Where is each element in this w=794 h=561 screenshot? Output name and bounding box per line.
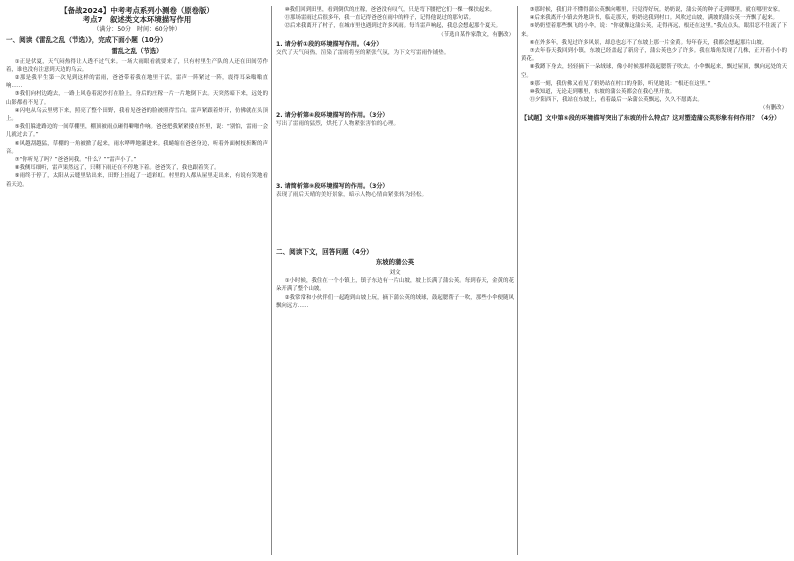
passage1-dialog: ⑧我侧耳细听，雷声果然远了，只剩下雨还在不停地下着。爸爸笑了，我也跟着笑了。 bbox=[14, 165, 220, 172]
passage2-paragraph: ⑩我知道，无论走到哪里，东坡的蒲公英都会在我心里开放。 bbox=[529, 89, 676, 96]
column-divider bbox=[271, 6, 272, 555]
passage2-paragraph: ⑦去年春天我回到小镇，东坡已经盖起了新房子，蒲公英也少了许多。我在墙角发现了几株，正开着小小的黄花。 bbox=[521, 48, 787, 63]
passage2-paragraph: ⑪夕阳西下，我站在东坡上，看着最后一朵蒲公英飘远，久久不愿离去。 bbox=[529, 97, 703, 104]
question-1: 1. 请分析①段的环境描写作用。（4分） bbox=[276, 40, 383, 48]
passage2-title: 东坡的蒲公英 bbox=[375, 258, 415, 267]
column-divider bbox=[517, 6, 518, 555]
section2-heading: 二、阅读下文，回答问题（4分） bbox=[276, 247, 373, 256]
answer-space[interactable] bbox=[276, 200, 514, 246]
passage2-paragraph: ⑥在外多年，我见过许多风景，却总也忘不了东坡上那一片金黄。每年春天，我都会想起那片山坡。 bbox=[529, 39, 768, 46]
section1-heading: 一、阅读《雷乱之乱（节选）》，完成下面小题（10分） bbox=[6, 36, 167, 45]
column-middle bbox=[276, 6, 514, 555]
source-note: （节选自某作家散文，有删改） bbox=[438, 31, 514, 38]
passage2-paragraph: ①小时候，我住在一个小镇上，镇子东边有一片山坡，坡上长满了蒲公英。每到春天，金黄的花朵开满了整个山坡。 bbox=[276, 278, 514, 293]
passage1-paragraph: ⑪那场雷雨过后很多年，我一直记得爸爸在雨中的样子，记得他说过的那句话。 bbox=[284, 15, 474, 22]
answer-space[interactable] bbox=[276, 129, 514, 181]
passage1-paragraph: ①正是伏夏，天气闷热得让人透不过气来。一场大雨眼看就要来了，只有村里生产队的人还在田间劳作着，谁也没有注意到天边的乌云。 bbox=[6, 58, 268, 73]
header-meta: （满分：50分 时间：60分钟） bbox=[93, 25, 181, 33]
passage2-paragraph: ④后来我离开小镇去外地读书，临走那天，奶奶送我到村口。风吹过山坡，满坡的蒲公英一齐飘了起来。 bbox=[529, 15, 778, 22]
passage1-paragraph: ⑥风越刮越猛，草棚的一角被掀了起来，雨水哗哗地灌进来。我蜷缩在爸爸身边，听着外面树枝折断的声音。 bbox=[6, 140, 268, 155]
question-2: 2. 请分析第④段环境描写的作用。（3分） bbox=[276, 111, 389, 119]
answer-2[interactable]: 写出了雷雨的猛烈，烘托了人物紧张害怕的心理。 bbox=[276, 121, 400, 128]
passage2-paragraph: ②我常常和小伙伴们一起跑到山坡上玩，摘下蒲公英的绒球，鼓起腮帮子一吹，那些小伞便随风飘向远方…… bbox=[276, 294, 514, 309]
passage2-paragraph: ⑨那一刻，我仿佛又看见了奶奶站在村口的身影，听见她说：“根还在这里。” bbox=[529, 80, 711, 87]
passage1-paragraph: ⑩我们回到田里，看到倒伏的庄稼，爸爸没有叹气，只是弯下腰把它们一棵一棵扶起来。 bbox=[284, 7, 496, 13]
column-left bbox=[6, 6, 268, 555]
answer-space[interactable] bbox=[521, 123, 787, 175]
passage1-dialog: ⑦“你听见了吗？”爸爸问我。“什么？”“雷声小了。” bbox=[14, 157, 137, 164]
question-3: 3. 请简析第⑨段环境描写的作用。（3分） bbox=[276, 182, 389, 190]
answer-space[interactable] bbox=[276, 58, 514, 110]
passage2-paragraph: ③那时候，我们并不懂得蒲公英飘向哪里，只觉得好玩。奶奶说，蒲公英的种子走到哪里，就在哪里安家。 bbox=[529, 7, 784, 13]
answer-3[interactable]: 表现了雨后天晴的美好景象，暗示人物心情由紧张转为轻松。 bbox=[276, 192, 428, 199]
passage1-paragraph: ④闪电从乌云里劈下来，照亮了整个田野，我看见爸爸的脸被照得雪白。雷声紧跟着炸开，仿佛就在头顶上。 bbox=[6, 107, 268, 123]
header-topic: 考点7 叙述类文本环境描写作用 bbox=[82, 15, 192, 25]
passage1-title: 雷乱之乱（节选） bbox=[111, 46, 163, 55]
source-note: （有删改） bbox=[759, 105, 787, 112]
passage2-paragraph: ⑧我蹲下身去，轻轻摘下一朵绒球，像小时候那样鼓起腮帮子吹去。小伞飘起来，飘过屋顶，飘向远处的天空。 bbox=[521, 64, 787, 79]
answer-1[interactable]: 交代了天气闷热，渲染了雷雨将至的紧张气氛，为下文写雷雨作铺垫。 bbox=[276, 50, 450, 57]
worksheet-header bbox=[6, 6, 268, 34]
passage2-author: 刘文 bbox=[389, 270, 401, 277]
header-title: 【备战2024】中考考点系列小测卷（原卷版） bbox=[60, 6, 214, 15]
passage1-paragraph: ⑤我们躲进路边的一间草棚里，棚顶被雨点砸得噼啪作响。爸爸把我紧紧搂在怀里，说：“别怕，雷雨一会儿就过去了。” bbox=[6, 124, 268, 139]
passage1-paragraph: ②那是我平生第一次见到这样的雷雨，爸爸带着我在地里干活，雷声一阵紧过一阵，震得耳朵嗡嗡直响…… bbox=[6, 75, 268, 90]
passage1-dialog: ⑨雨终于停了，太阳从云缝里钻出来，田野上挂起了一道彩虹。村里的人都从屋里走出来，有说有笑地看着天边。 bbox=[6, 173, 268, 188]
passage1-paragraph: ⑫后来我离开了村子，在城市里也遇到过许多风雨。每当雷声响起，我总会想起那个夏天。 bbox=[284, 23, 502, 30]
passage2-paragraph: ⑤奶奶望着那些飘飞的小伞，说：“你就像这蒲公英，走得再远，根还在这里。”我点点头，眼泪忍不住流了下来。 bbox=[521, 23, 787, 38]
passage1-paragraph: ③我们向村边跑去，一路上风卷着泥沙打在脸上，身后的庄稼一片一片地倒下去。天突然暗下来，远处的山影都看不见了。 bbox=[6, 91, 268, 106]
question-4: 【试题】文中第⑤段的环境描写突出了东坡的什么特点？这对塑造蒲公英形象有何作用？（4分） bbox=[521, 114, 781, 122]
column-right bbox=[521, 6, 787, 555]
